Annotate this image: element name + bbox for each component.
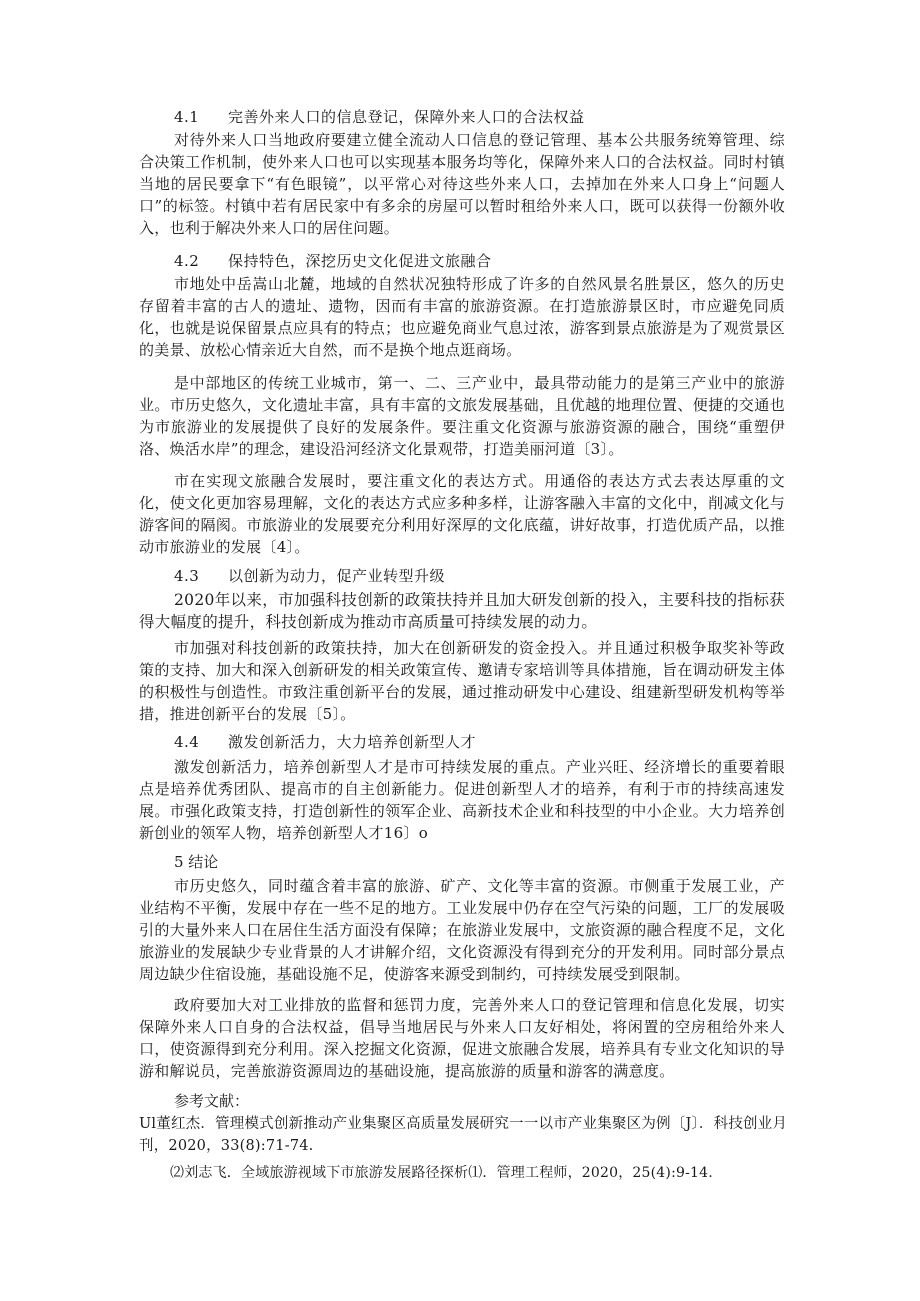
- section-title: 完善外来人口的信息登记，保障外来人口的合法权益: [228, 108, 585, 126]
- paragraph-innovation-policy: 市加强对科技创新的政策扶持，加大在创新研发的资金投入。并且通过积极争取奖补等政策的支持、加大和深入创新研发的相关政策宣传、邀请专家培训等具体措施，旨在调动研发主体的积极性与创造性。市致注重创新平台的发展，通过推动研发中心建设、组建新型研发机构等举措，推进创新平台的发展〔5〕。: [139, 639, 785, 723]
- paragraph-conclusion-recommendations: 政府要加大对工业排放的监督和惩罚力度，完善外来人口的登记管理和信息化发展，切实保障外来人口自身的合法权益，倡导当地居民与外来人口友好相处，将闲置的空房租给外来人口，使资源得到充分利用。深入挖掘文化资源，促进文旅融合发展，培养具有专业文化知识的导游和解说员，完善旅游资源周边的基础设施，提高旅游的质量和游客的满意度。: [139, 996, 785, 1080]
- references-label: 参考文献：: [174, 1092, 250, 1110]
- paragraph-talent: 激发创新活力，培养创新型人才是市可持续发展的重点。产业兴旺、经济增长的重要着眼点是培养优秀团队、提高市的自主创新能力。促进创新型人才的培养，有利于市的持续高速发展。市强化政策支持，打造创新性的领军企业、高新技术企业和科技型的中小企业。大力培养创新创业的领军人物，培养创新型人才16〕o: [139, 758, 785, 842]
- section-heading-conclusion: 5 结论: [174, 853, 219, 871]
- section-title: 以创新为动力，促产业转型升级: [228, 567, 446, 585]
- paragraph-innovation-2020: 2020年以来，市加强科技创新的政策扶持并且加大研发创新的投入，主要科技的指标获得大幅度的提升，科技创新成为推动市高质量可持续发展的动力。: [139, 591, 785, 631]
- section-heading-4-2: [174, 251, 492, 271]
- section-heading-4-1: [174, 107, 585, 127]
- section-number: 4.2: [174, 252, 200, 270]
- paragraph-conclusion-issues: 市历史悠久，同时蕴含着丰富的旅游、矿产、文化等丰富的资源。市侧重于发展工业，产业结构不平衡，发展中存在一些不足的地方。工业发展中仍存在空气污染的问题，工厂的发展吸引的大量外来人口在居住生活方面没有保障；在旅游业发展中，文旅资源的融合程度不足，文化旅游业的发展缺少专业背景的人才讲解介绍，文化资源没有得到充分的开发利用。同时部分景点周边缺少住宿设施，基础设施不足，使游客来源受到制约，可持续发展受到限制。: [139, 877, 785, 983]
- paragraph-cultural-expression: 市在实现文旅融合发展时，要注重文化的表达方式。用通俗的表达方式去表达厚重的文化，使文化更加容易理解，文化的表达方式应多种多样，让游客融入丰富的文化中，削减文化与游客间的隔阂。市旅游业的发展要充分利用好深厚的文化底蕴，讲好故事，打造优质产品，以推动市旅游业的发展〔4〕。: [139, 472, 785, 556]
- paragraph-foreign-population: 对待外来人口当地政府要建立健全流动人口信息的登记管理、基本公共服务统筹管理、综合决策工作机制，使外来人口也可以实现基本服务均等化，保障外来人口的合法权益。同时村镇当地的居民要拿下“有色眼镜”，以平常心对待这些外来人口，去掉加在外来人口身上“问题人口”的标签。村镇中若有居民家中有多余的房屋可以暂时租给外来人口，既可以获得一份额外收入，也利于解决外来人口的居住问题。: [139, 131, 785, 237]
- section-number: 4.4: [174, 733, 200, 751]
- section-title: 激发创新活力，大力培养创新型人才: [228, 733, 477, 751]
- section-title: 保持特色，深挖历史文化促进文旅融合: [228, 252, 492, 270]
- section-heading-4-3: [174, 566, 445, 586]
- reference-item-1: Ul董红杰．管理模式创新推动产业集聚区高质量发展研究一一以市产业集聚区为例〔J〕．科技创业月刊，2020，33(8):71-74.: [139, 1116, 788, 1154]
- section-number: 4.3: [174, 567, 200, 585]
- section-number: 4.1: [174, 108, 200, 126]
- paragraph-tourism-industry: 是中部地区的传统工业城市，第一、二、三产业中，最具带动能力的是第三产业中的旅游业。市历史悠久，文化遗址丰富，具有丰富的文旅发展基础，且优越的地理位置、便捷的交通也为市旅游业的发展提供了良好的发展条件。要注重文化资源与旅游资源的融合，围绕“重塑伊洛、焕活水岸”的理念，建设沿河经济文化景观带，打造美丽河道〔3〕。: [139, 374, 785, 458]
- paragraph-natural-resources: 市地处中岳嵩山北麓，地域的自然状况独特形成了许多的自然风景名胜景区，悠久的历史存留着丰富的古人的遗址、遗物，因而有丰富的旅游资源。在打造旅游景区时，市应避免同质化，也就是说保留景点应具有的特点；也应避免商业气息过浓，游客到景点旅游是为了观赏景区的美景、放松心情亲近大自然，而不是换个地点逛商场。: [139, 275, 785, 359]
- reference-item-2: ⑵刘志飞．全域旅游视域下市旅游发展路径探析⑴．管理工程师，2020，25(4):9-14.: [170, 1165, 713, 1181]
- section-heading-4-4: [174, 732, 476, 752]
